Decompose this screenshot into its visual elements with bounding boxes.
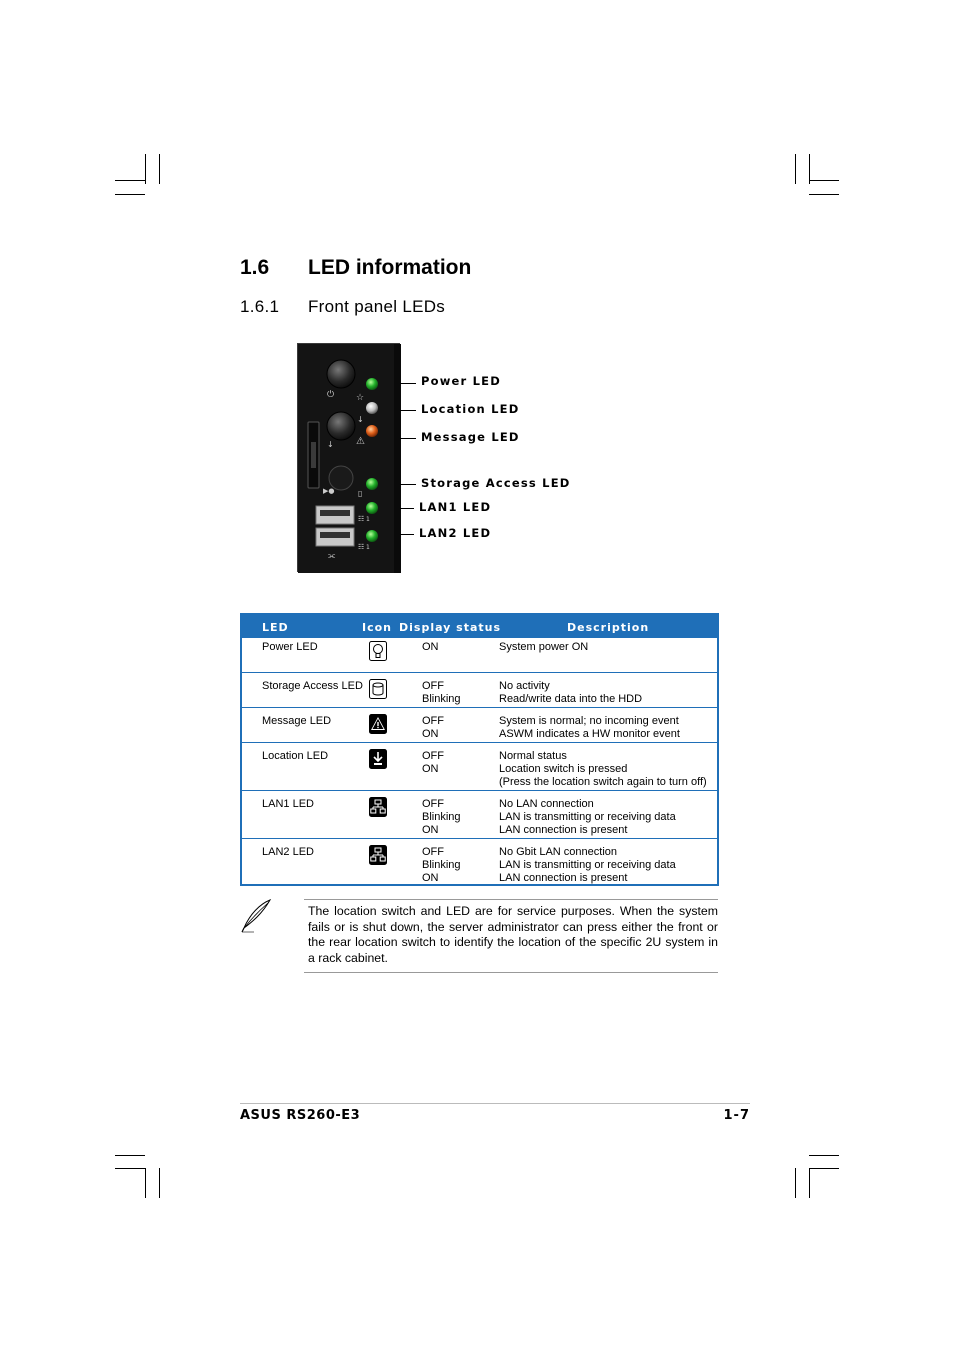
status-line: OFF (422, 846, 444, 858)
crop-mark (145, 154, 146, 184)
svg-text:▯: ▯ (358, 489, 363, 498)
network-icon (369, 845, 387, 865)
description-line: ASWM indicates a HW monitor event (499, 728, 680, 740)
crop-mark (809, 1155, 839, 1156)
status-line: ON (422, 763, 439, 775)
power-led (366, 378, 378, 390)
lan1-panel-label: 1 (366, 516, 370, 523)
section-number: 1.6 (240, 256, 270, 279)
note-feather-icon (240, 898, 274, 934)
svg-text:⚠: ⚠ (356, 436, 365, 447)
section-heading (240, 256, 471, 280)
description-line: LAN is transmitting or receiving data (499, 811, 676, 823)
callout-line (400, 383, 416, 384)
header-display-status: Display status (399, 621, 502, 634)
description-line: No activity (499, 680, 550, 692)
description-line: No Gbit LAN connection (499, 846, 618, 858)
description (499, 680, 642, 706)
note-text: The location switch and LED are for service purposes. When the system fails or is shut down, the server administrator can press either the front or the rear location switch to identify the location of the specific 2U system in a rack cabinet. (308, 904, 718, 965)
description (499, 846, 676, 885)
callout-line (400, 534, 414, 535)
note-divider-bottom (304, 972, 718, 973)
svg-text:↓: ↓ (357, 415, 364, 424)
display-status (422, 798, 461, 837)
crop-mark (809, 180, 839, 181)
description-line: (Press the location switch again to turn off) (499, 776, 707, 788)
crop-mark (809, 1168, 839, 1169)
description-line: No LAN connection (499, 798, 594, 810)
section-title: LED information (308, 256, 472, 279)
table-header (240, 613, 719, 638)
crop-mark (809, 154, 810, 184)
header-description: Description (567, 621, 650, 634)
description-line: LAN connection is present (499, 824, 628, 836)
location-led (366, 402, 378, 414)
description (499, 715, 680, 741)
svg-text:☷: ☷ (358, 515, 365, 523)
description (499, 750, 707, 789)
description-line: LAN connection is present (499, 872, 628, 884)
disk-icon (369, 679, 387, 699)
subsection-title: Front panel LEDs (308, 297, 446, 316)
note-divider-top (304, 899, 718, 900)
crop-mark (809, 1168, 810, 1198)
status-line: Blinking (422, 811, 461, 823)
crop-mark (795, 1168, 796, 1198)
callout-location-led: Location LED (421, 402, 520, 416)
led-name: Storage Access LED (262, 680, 363, 692)
message-led (366, 425, 378, 437)
lan2-led (366, 530, 378, 542)
description-line: Read/write data into the HDD (499, 693, 643, 705)
callout-line (400, 508, 414, 509)
callout-storage-access-led: Storage Access LED (421, 476, 571, 490)
crop-mark (145, 1168, 146, 1198)
warning-icon (369, 714, 387, 734)
description (499, 641, 588, 654)
led-table (240, 613, 719, 886)
footer-rule (240, 1103, 750, 1104)
status-line: Blinking (422, 859, 461, 871)
crop-mark (115, 1155, 145, 1156)
table-row (242, 672, 717, 707)
display-status (422, 750, 444, 776)
footer-page-number: 1-7 (723, 1108, 750, 1123)
description-line: Location switch is pressed (499, 763, 628, 775)
status-line: Blinking (422, 693, 461, 705)
svg-text:⫘: ⫘ (328, 551, 336, 560)
table-row (242, 790, 717, 838)
svg-text:⏻: ⏻ (327, 390, 335, 400)
callout-lan1-led: LAN1 LED (419, 500, 492, 514)
callout-line (400, 438, 416, 439)
display-status (422, 846, 461, 885)
description (499, 798, 676, 837)
location-button (327, 412, 355, 440)
status-line: ON (422, 641, 439, 653)
front-panel-image (297, 343, 400, 572)
callout-line (400, 410, 416, 411)
led-name: LAN1 LED (262, 798, 314, 810)
table-row (242, 742, 717, 790)
footer-product-name: ASUS RS260-E3 (240, 1108, 361, 1123)
callout-power-led: Power LED (421, 374, 501, 388)
description-line: Normal status (499, 750, 567, 762)
status-line: OFF (422, 715, 444, 727)
lan2-panel-label: 1 (366, 544, 370, 551)
crop-mark (159, 1168, 160, 1198)
status-line: OFF (422, 750, 444, 762)
led-name: Location LED (262, 750, 329, 762)
status-line: OFF (422, 680, 444, 692)
svg-text:☆: ☆ (356, 393, 365, 403)
subsection-number: 1.6.1 (240, 297, 280, 316)
status-line: OFF (422, 798, 444, 810)
bulb-icon (369, 641, 387, 661)
crop-mark (115, 194, 145, 195)
power-button (327, 360, 355, 388)
crop-mark (809, 194, 839, 195)
table-row (242, 638, 717, 672)
crop-mark (159, 154, 160, 184)
callout-message-led: Message LED (421, 430, 520, 444)
svg-text:☷: ☷ (358, 543, 365, 551)
header-icon: Icon (362, 621, 393, 634)
led-name: LAN2 LED (262, 846, 314, 858)
lan1-led (366, 502, 378, 514)
header-led: LED (262, 621, 289, 634)
display-status (422, 641, 439, 654)
status-line: ON (422, 824, 439, 836)
network-icon (369, 797, 387, 817)
description-line: LAN is transmitting or receiving data (499, 859, 676, 871)
display-status (422, 680, 461, 706)
table-row (242, 707, 717, 742)
callout-lan2-led: LAN2 LED (419, 526, 492, 540)
location-icon (369, 749, 387, 769)
svg-text:↓: ↓ (327, 440, 334, 449)
subsection-heading (240, 297, 445, 317)
crop-mark (115, 180, 145, 181)
led-name: Power LED (262, 641, 318, 653)
storage-access-led (366, 478, 378, 490)
crop-mark (115, 1168, 145, 1169)
table-row (242, 838, 717, 885)
led-name: Message LED (262, 715, 332, 727)
display-status (422, 715, 444, 741)
status-line: ON (422, 728, 439, 740)
status-line: ON (422, 872, 439, 884)
description-line: System power ON (499, 641, 589, 653)
crop-mark (795, 154, 796, 184)
svg-text:▶●: ▶● (323, 487, 335, 495)
callout-line (400, 484, 416, 485)
description-line: System is normal; no incoming event (499, 715, 679, 727)
